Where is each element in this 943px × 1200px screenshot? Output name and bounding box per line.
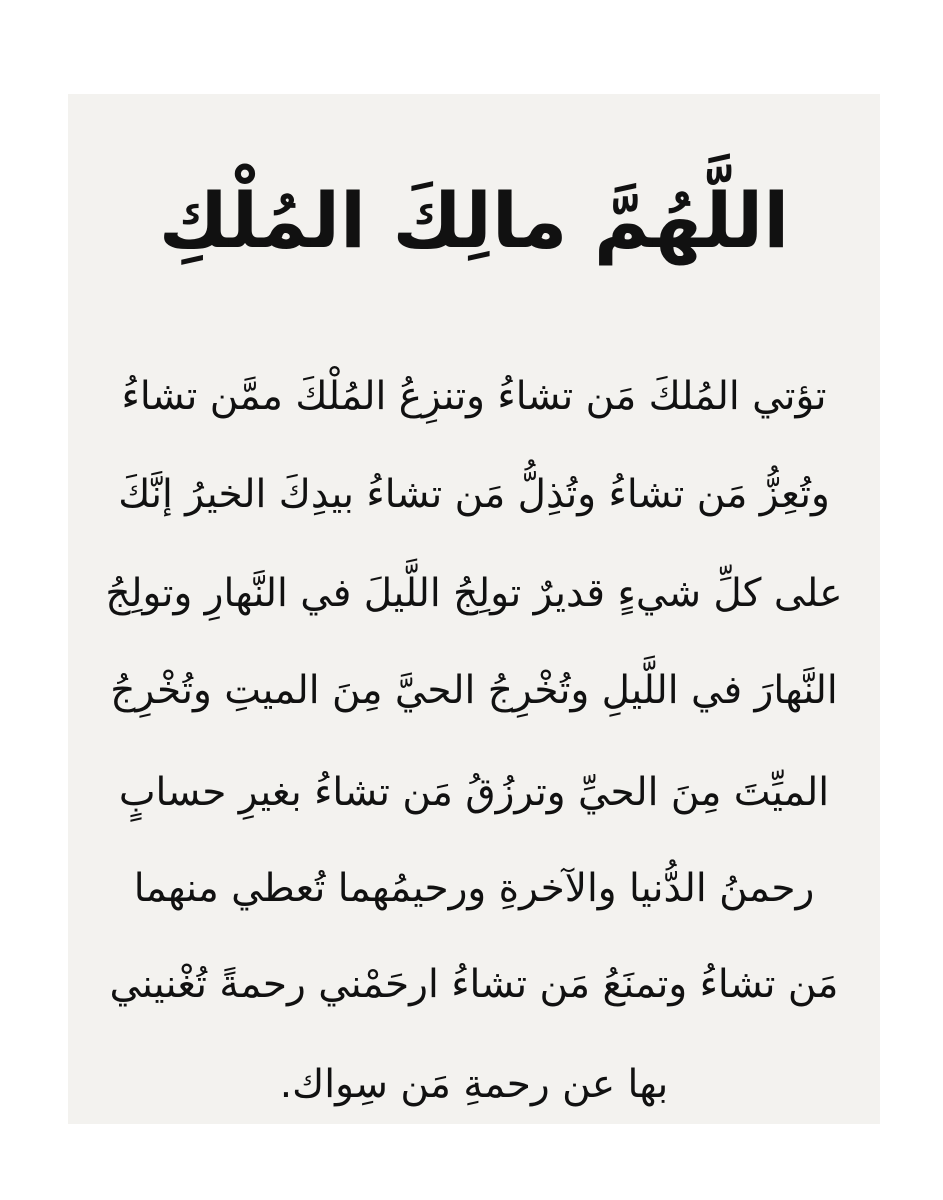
prayer-line-8: بها عن رحمةِ مَن سِواك.	[279, 1062, 669, 1107]
prayer-line-5: الميِّتَ مِنَ الحيِّ وترزُقُ مَن تشاءُ بغيرِ حسابٍ	[118, 770, 830, 815]
prayer-line-7: مَن تشاءُ وتمنَعُ مَن تشاءُ ارحَمْني رحمةً تُغْنيني	[109, 962, 839, 1007]
prayer-card	[68, 94, 880, 1124]
prayer-line-2: وتُعِزُّ مَن تشاءُ وتُذِلُّ مَن تشاءُ بيدِكَ الخيرُ إنَّكَ	[118, 472, 830, 517]
prayer-title: اللَّهُمَّ مالِكَ المُلْكِ	[158, 176, 790, 265]
prayer-line-6: رحمنُ الدُّنيا والآخرةِ ورحيمُهما تُعطي منهما	[133, 866, 815, 911]
prayer-line-3: على كلِّ شيءٍ قديرٌ تولِجُ اللَّيلَ في النَّهارِ وتولِجُ	[105, 571, 843, 616]
prayer-line-4: النَّهارَ في اللَّيلِ وتُخْرِجُ الحيَّ مِنَ الميتِ وتُخْرِجُ	[110, 668, 838, 713]
prayer-line-1: تؤتي المُلكَ مَن تشاءُ وتنزِعُ المُلْكَ ممَّن تشاءُ	[121, 374, 827, 419]
prayer-text-block	[68, 94, 880, 1124]
